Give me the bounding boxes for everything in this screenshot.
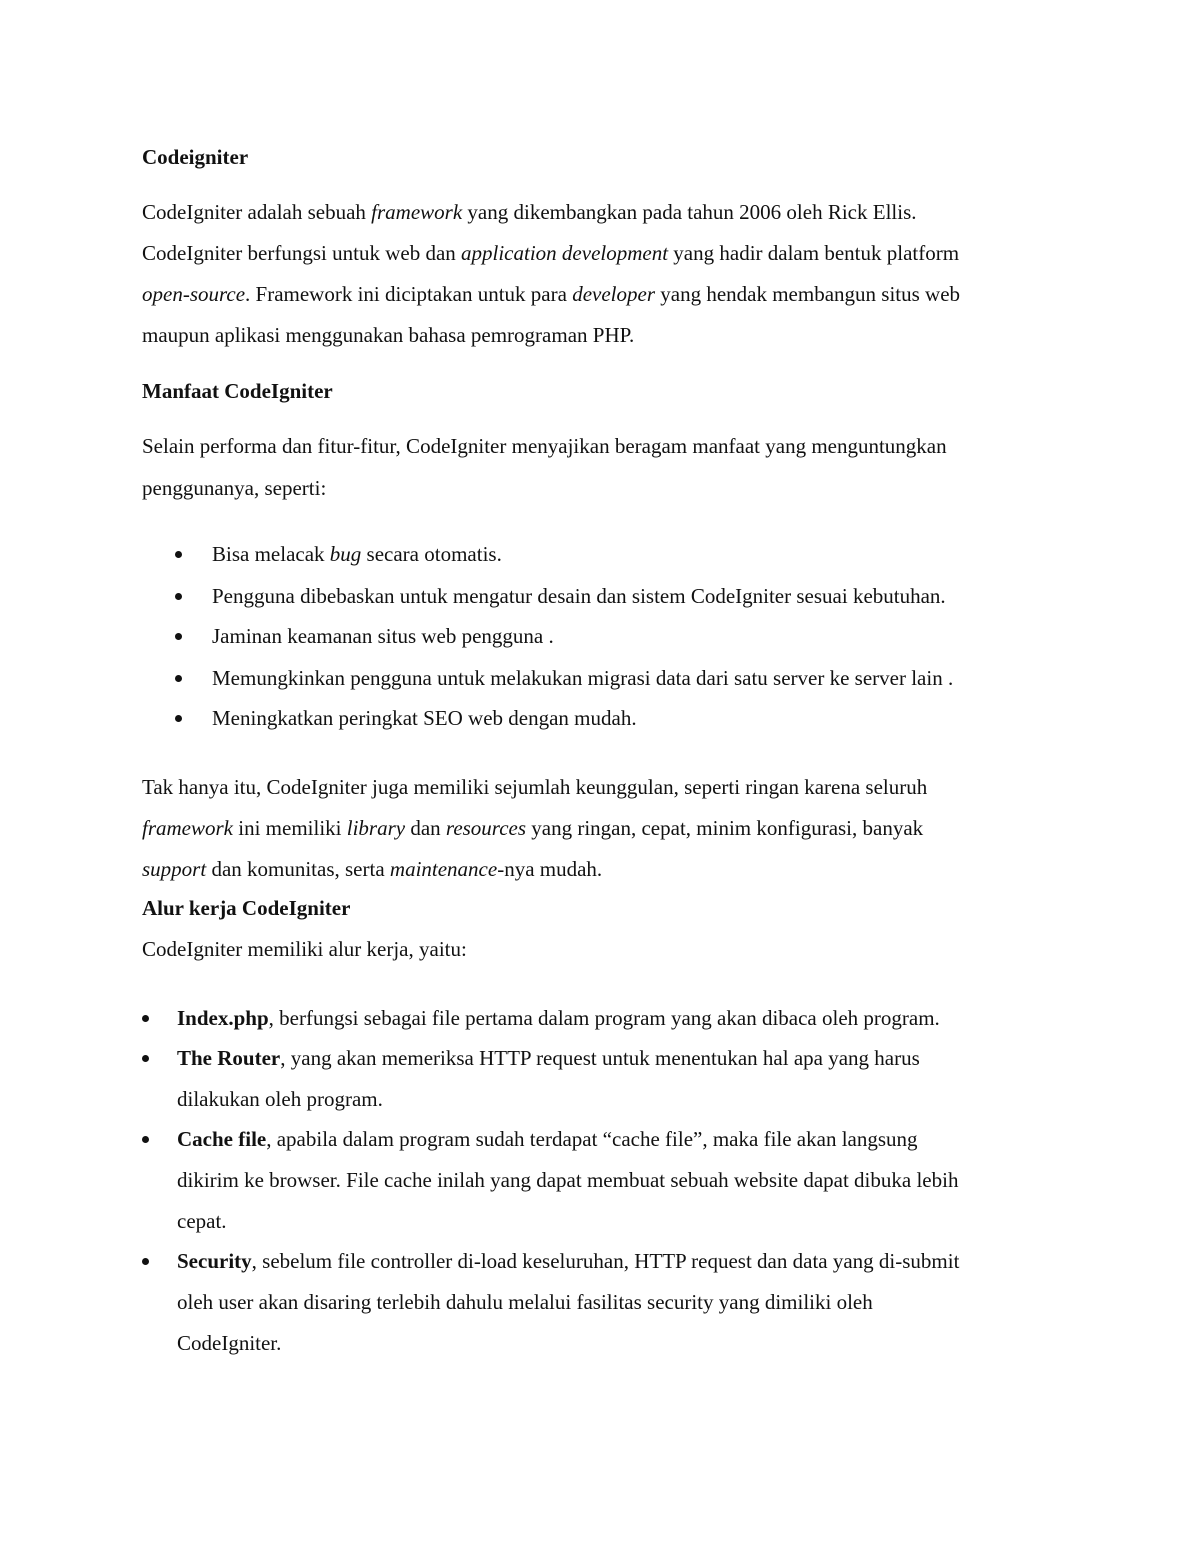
text: yang dikembangkan pada tahun 2006 oleh Rick Ellis. bbox=[462, 200, 917, 224]
workflow-item-2-line-2: dilakukan oleh program. bbox=[177, 1087, 383, 1111]
bullet-icon bbox=[175, 551, 182, 558]
bold-text: Cache file bbox=[177, 1127, 267, 1151]
text: , yang akan memeriksa HTTP request untuk menentukan hal apa yang harus bbox=[280, 1046, 920, 1070]
bullet-icon bbox=[175, 633, 182, 640]
intro-line-3 bbox=[142, 280, 960, 308]
bullet-icon bbox=[142, 1136, 149, 1143]
benefits-heading: Manfaat CodeIgniter bbox=[142, 379, 333, 403]
text: . Framework ini diciptakan untuk para bbox=[245, 282, 573, 306]
benefits-item-2: Pengguna dibebaskan untuk mengatur desain dan sistem CodeIgniter sesuai kebutuhan. bbox=[212, 584, 946, 608]
text: yang hadir dalam bentuk platform bbox=[668, 241, 960, 265]
advantages-line-3 bbox=[142, 855, 602, 883]
italic-text: application development bbox=[461, 241, 669, 265]
italic-text: maintenance bbox=[389, 857, 498, 881]
benefits-item-5: Meningkatkan peringkat SEO web dengan mudah. bbox=[212, 706, 637, 730]
italic-text: bug bbox=[329, 542, 362, 566]
bullet-icon bbox=[175, 715, 182, 722]
text: CodeIgniter adalah sebuah bbox=[142, 200, 372, 224]
text: CodeIgniter berfungsi untuk web dan bbox=[142, 241, 462, 265]
bold-text: The Router bbox=[177, 1046, 281, 1070]
intro-line-1 bbox=[142, 198, 917, 226]
workflow-item-1 bbox=[177, 1004, 940, 1032]
text: yang ringan, cepat, minim konfigurasi, banyak bbox=[526, 816, 924, 840]
benefits-intro-line-2: penggunanya, seperti: bbox=[142, 476, 327, 500]
italic-text: support bbox=[142, 857, 207, 881]
bullet-icon bbox=[175, 593, 182, 600]
italic-text: library bbox=[346, 816, 406, 840]
text: , berfungsi sebagai file pertama dalam program yang akan dibaca oleh program. bbox=[268, 1006, 940, 1030]
bullet-icon bbox=[142, 1258, 149, 1265]
benefits-intro-line-1: Selain performa dan fitur-fitur, CodeIgniter menyajikan beragam manfaat yang menguntungkan bbox=[142, 434, 947, 458]
workflow-item-3-line-1 bbox=[177, 1125, 918, 1153]
advantages-line-1: Tak hanya itu, CodeIgniter juga memiliki sejumlah keunggulan, seperti ringan karena seluruh bbox=[142, 775, 928, 799]
text: , apabila dalam program sudah terdapat “cache file”, maka file akan langsung bbox=[266, 1127, 918, 1151]
italic-text: developer bbox=[572, 282, 655, 306]
page-title: Codeigniter bbox=[142, 145, 249, 169]
benefits-item-3: Jaminan keamanan situs web pengguna . bbox=[212, 624, 554, 648]
text: dan komunitas, serta bbox=[206, 857, 390, 881]
bullet-icon bbox=[175, 675, 182, 682]
bold-text: Index.php bbox=[177, 1006, 269, 1030]
bullet-icon bbox=[142, 1015, 149, 1022]
text: yang hendak membangun situs web bbox=[655, 282, 961, 306]
workflow-item-2-line-1 bbox=[177, 1044, 920, 1072]
italic-text: framework bbox=[142, 816, 233, 840]
workflow-item-4-line-3: CodeIgniter. bbox=[177, 1331, 282, 1355]
italic-text: open-source bbox=[142, 282, 246, 306]
workflow-heading: Alur kerja CodeIgniter bbox=[142, 896, 351, 920]
bullet-icon bbox=[142, 1055, 149, 1062]
intro-line-2 bbox=[142, 239, 959, 267]
benefits-item-4: Memungkinkan pengguna untuk melakukan migrasi data dari satu server ke server lain . bbox=[212, 666, 954, 690]
italic-text: framework bbox=[371, 200, 463, 224]
text: Bisa melacak bbox=[212, 542, 330, 566]
workflow-intro: CodeIgniter memiliki alur kerja, yaitu: bbox=[142, 937, 467, 961]
intro-line-4: maupun aplikasi menggunakan bahasa pemrograman PHP. bbox=[142, 323, 635, 347]
text: dan bbox=[405, 816, 446, 840]
workflow-item-3-line-3: cepat. bbox=[177, 1209, 227, 1233]
advantages-line-2 bbox=[142, 814, 923, 842]
workflow-item-3-line-2: dikirim ke browser. File cache inilah yang dapat membuat sebuah website dapat dibuka lebih bbox=[177, 1168, 959, 1192]
text: , sebelum file controller di-load keseluruhan, HTTP request dan data yang di-submit bbox=[251, 1249, 960, 1273]
text: secara otomatis. bbox=[361, 542, 502, 566]
workflow-item-4-line-2: oleh user akan disaring terlebih dahulu melalui fasilitas security yang dimiliki oleh bbox=[177, 1290, 873, 1314]
text: ini memiliki bbox=[233, 816, 347, 840]
benefits-item-1 bbox=[212, 540, 502, 568]
text: -nya mudah. bbox=[497, 857, 603, 881]
workflow-item-4-line-1 bbox=[177, 1247, 959, 1275]
italic-text: resources bbox=[445, 816, 527, 840]
bold-text: Security bbox=[177, 1249, 252, 1273]
